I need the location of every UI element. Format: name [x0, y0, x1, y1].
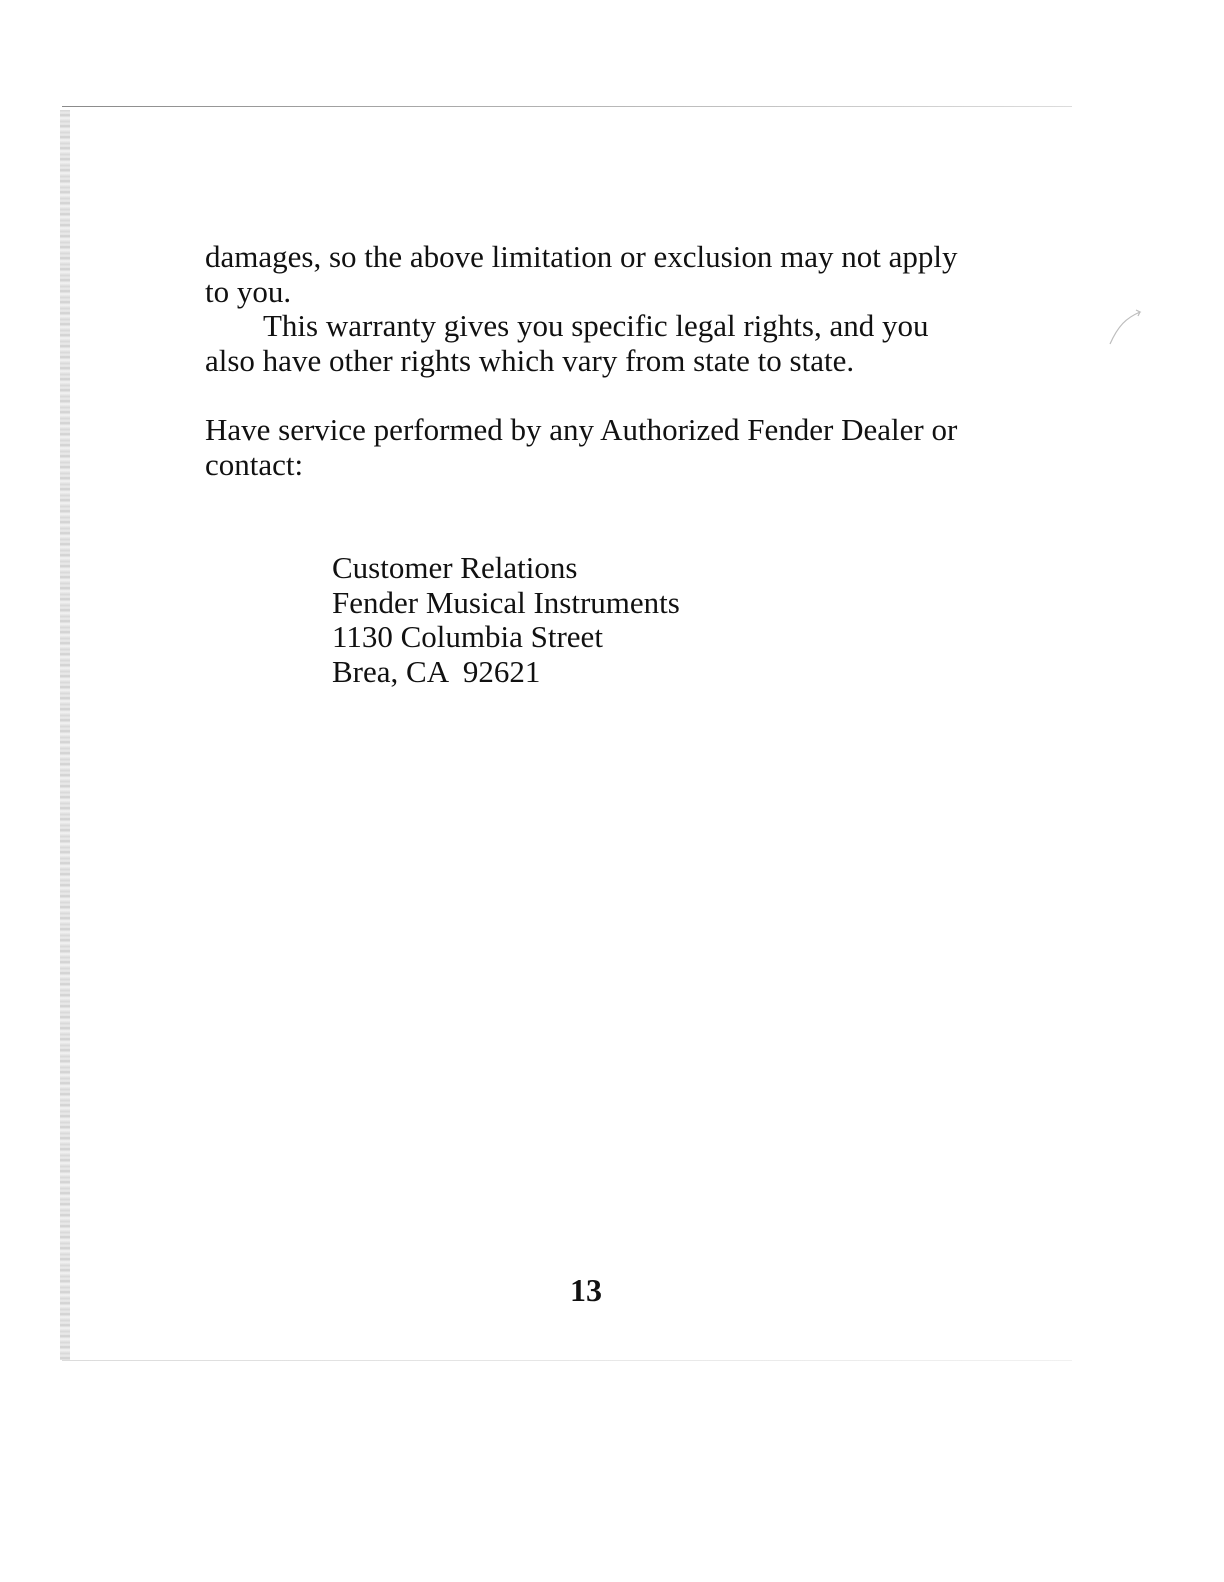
contact-address	[332, 551, 680, 689]
address-line: Customer Relations	[332, 550, 578, 585]
stray-pen-mark	[1108, 306, 1148, 346]
scan-edge-shadow	[60, 110, 70, 1360]
paragraph-damages: damages, so the above limitation or exclusion may not apply to you.	[205, 239, 958, 309]
bottom-rule	[62, 1360, 1072, 1361]
paragraph-service: Have service performed by any Authorized Fender Dealer or contact:	[205, 412, 958, 482]
page-number: 13	[570, 1272, 602, 1308]
top-rule	[62, 106, 1072, 107]
address-line: Brea, CA 92621	[332, 653, 541, 689]
paragraph-legal-rights: This warranty gives you specific legal rights, and you also have other rights which vary from state to state.	[205, 308, 929, 378]
warranty-text	[205, 240, 965, 482]
address-line: 1130 Columbia Street	[332, 619, 603, 654]
address-line: Fender Musical Instruments	[332, 584, 680, 620]
